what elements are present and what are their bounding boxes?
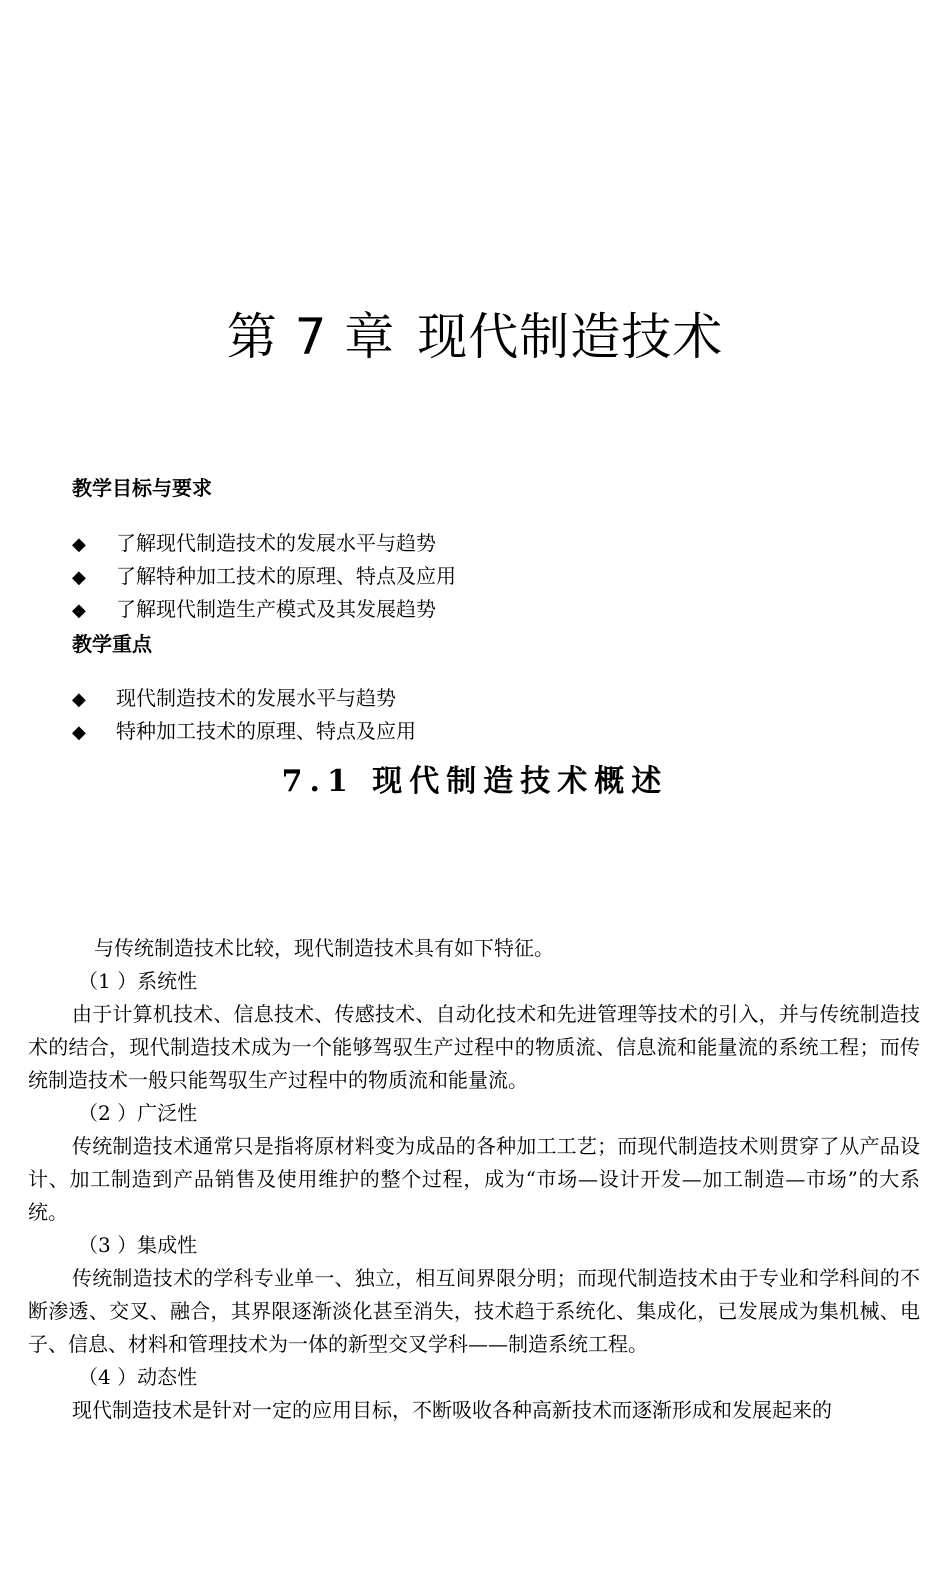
- list-item-text: 特种加工技术的原理、特点及应用: [116, 719, 416, 743]
- diamond-bullet-icon: ◆: [72, 600, 86, 621]
- list-item-text: 现代制造技术的发展水平与趋势: [116, 686, 396, 710]
- objectives-list: [72, 527, 456, 626]
- feature-label: （1 ）系统性: [78, 969, 198, 993]
- list-item: [72, 560, 456, 593]
- feature-label: （4 ）动态性: [78, 1365, 198, 1389]
- key-points-list: [72, 682, 416, 748]
- chapter-title: [0, 302, 950, 372]
- key-points-heading: 教学重点: [72, 632, 152, 656]
- diamond-bullet-icon: ◆: [72, 567, 86, 588]
- feature-paragraph: 传统制造技术的学科专业单一、独立，相互间界限分明；而现代制造技术由于专业和学科间的不断渗透、交叉、融合，其界限逐渐淡化甚至消失，技术趋于系统化、集成化，已发展成为集机械、电子、信息、材料和管理技术为一体的新型交叉学科——制造系统工程。: [28, 1266, 920, 1356]
- intro-paragraph: 与传统制造技术比较，现代制造技术具有如下特征。: [94, 936, 554, 960]
- feature-paragraph: 传统制造技术通常只是指将原材料变为成品的各种加工工艺；而现代制造技术则贯穿了从产品设计、加工制造到产品销售及使用维护的整个过程，成为“市场—设计开发—加工制造—市场”的大系统。: [28, 1134, 920, 1224]
- diamond-bullet-icon: ◆: [72, 689, 86, 710]
- list-item: [72, 527, 456, 560]
- list-item: [72, 593, 456, 626]
- chapter-name: 现代制造技术: [417, 308, 724, 366]
- feature-paragraph: 现代制造技术是针对一定的应用目标，不断吸收各种高新技术而逐渐形成和发展起来的: [72, 1398, 832, 1422]
- body-text: [28, 932, 920, 1427]
- feature-label: （3 ）集成性: [78, 1233, 198, 1257]
- diamond-bullet-icon: ◆: [72, 534, 86, 555]
- diamond-bullet-icon: ◆: [72, 722, 86, 743]
- list-item-text: 了解现代制造技术的发展水平与趋势: [116, 531, 436, 555]
- feature-label: （2 ）广泛性: [78, 1101, 198, 1125]
- list-item-text: 了解特种加工技术的原理、特点及应用: [116, 564, 456, 588]
- list-item-text: 了解现代制造生产模式及其发展趋势: [116, 597, 436, 621]
- objectives-heading: 教学目标与要求: [72, 476, 212, 500]
- section-title: 7.1 现代制造技术概述: [281, 764, 669, 799]
- chapter-label: 第 7 章: [226, 308, 396, 366]
- list-item: [72, 682, 416, 715]
- feature-paragraph: 由于计算机技术、信息技术、传感技术、自动化技术和先进管理等技术的引入，并与传统制造技术的结合，现代制造技术成为一个能够驾驭生产过程中的物质流、信息流和能量流的系统工程；而传统制造技术一般只能驾驭生产过程中的物质流和能量流。: [28, 1002, 920, 1092]
- list-item: [72, 715, 416, 748]
